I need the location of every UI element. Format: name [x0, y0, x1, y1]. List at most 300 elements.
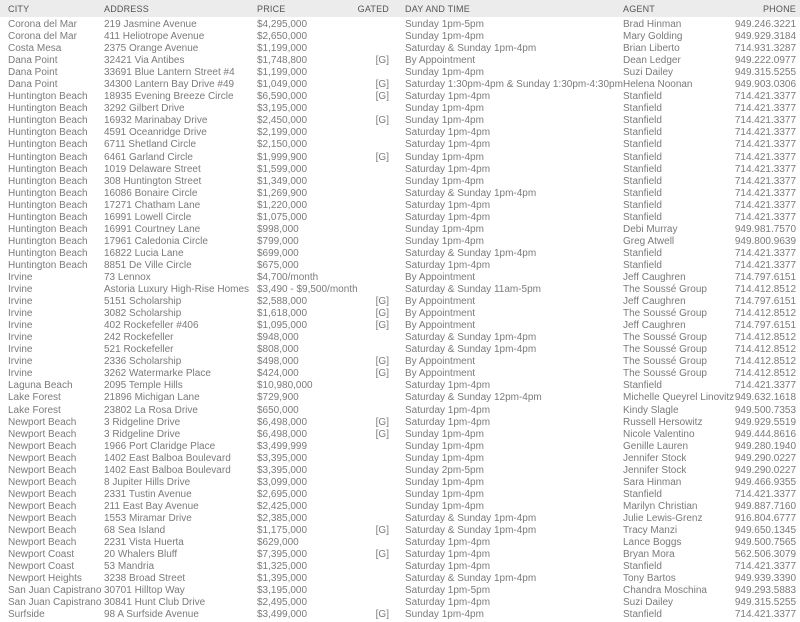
cell-city: Huntington Beach	[8, 247, 88, 259]
cell-city: San Juan Capistrano	[8, 597, 102, 609]
table-row	[0, 597, 800, 609]
table-row	[0, 260, 800, 272]
cell-city: Newport Beach	[8, 537, 77, 549]
cell-phone: 949.293.5883	[734, 585, 796, 597]
cell-day-and-time: Sunday 1pm-4pm	[405, 103, 484, 115]
cell-address: 20 Whalers Bluff	[104, 549, 178, 561]
cell-agent: The Soussé Group	[623, 368, 707, 380]
cell-address: 1402 East Balboa Boulevard	[104, 452, 231, 464]
cell-agent: Kindy Slagle	[623, 404, 679, 416]
cell-phone: 949.246.3221	[734, 19, 796, 31]
cell-day-and-time: Saturday 1pm-4pm	[405, 549, 491, 561]
cell-price: $1,325,000	[257, 561, 308, 573]
cell-phone: 714.421.3377	[734, 151, 796, 163]
cell-city: Newport Beach	[8, 464, 77, 476]
cell-phone: 714.412.8512	[734, 368, 796, 380]
cell-day-and-time: Saturday & Sunday 1pm-4pm	[405, 43, 537, 55]
table-row	[0, 296, 800, 308]
cell-city: Irvine	[8, 308, 33, 320]
cell-day-and-time: Sunday 1pm-4pm	[405, 235, 484, 247]
cell-day-and-time: Saturday 1pm-4pm	[405, 163, 491, 175]
cell-day-and-time: Saturday 1pm-4pm	[405, 139, 491, 151]
cell-day-and-time: Saturday 1pm-4pm	[405, 416, 491, 428]
table-row	[0, 537, 800, 549]
cell-agent: Stanfield	[623, 187, 662, 199]
cell-day-and-time: Sunday 1pm-4pm	[405, 175, 484, 187]
cell-price: $3,499,000	[257, 609, 308, 621]
cell-phone: 714.421.3377	[734, 163, 796, 175]
cell-phone: 714.412.8512	[734, 356, 796, 368]
cell-phone: 714.412.8512	[734, 284, 796, 296]
column-header-price: PRICE	[257, 3, 286, 14]
table-row	[0, 609, 800, 621]
column-header-phone: PHONE	[762, 3, 796, 14]
cell-agent: Julie Lewis-Grenz	[623, 512, 703, 524]
cell-day-and-time: Saturday & Sunday 1pm-4pm	[405, 247, 537, 259]
cell-price: $2,695,000	[257, 488, 308, 500]
column-header-agent: AGENT	[623, 3, 656, 14]
table-row	[0, 224, 800, 236]
cell-day-and-time: Saturday 1pm-4pm	[405, 199, 491, 211]
cell-phone: 714.421.3377	[734, 91, 796, 103]
cell-agent: Mary Golding	[623, 31, 683, 43]
cell-city: Irvine	[8, 284, 33, 296]
cell-price: $7,395,000	[257, 549, 308, 561]
cell-price: $948,000	[257, 332, 299, 344]
cell-agent: Brian Liberto	[623, 43, 680, 55]
cell-day-and-time: Saturday 1pm-4pm	[405, 380, 491, 392]
cell-day-and-time: Saturday & Sunday 11am-5pm	[405, 284, 542, 296]
cell-agent: Stanfield	[623, 380, 662, 392]
table-row	[0, 127, 800, 139]
cell-city: Huntington Beach	[8, 139, 88, 151]
cell-agent: Stanfield	[623, 609, 662, 621]
cell-gated-flag: [G]	[375, 356, 389, 368]
cell-agent: Stanfield	[623, 103, 662, 115]
cell-address: 68 Sea Island	[104, 524, 166, 536]
cell-agent: Stanfield	[623, 151, 662, 163]
cell-agent: The Soussé Group	[623, 332, 707, 344]
cell-day-and-time: By Appointment	[405, 356, 476, 368]
cell-address: 2375 Orange Avenue	[104, 43, 199, 55]
cell-address: 242 Rockefeller	[104, 332, 174, 344]
cell-agent: Stanfield	[623, 127, 662, 139]
cell-phone: 949.280.1940	[734, 440, 796, 452]
cell-agent: Helena Noonan	[623, 79, 693, 91]
table-row	[0, 573, 800, 585]
table-row	[0, 513, 800, 525]
cell-city: Irvine	[8, 296, 33, 308]
table-body	[0, 17, 800, 621]
cell-gated-flag: [G]	[375, 296, 389, 308]
cell-address: 5151 Scholarship	[104, 296, 182, 308]
cell-address: 1019 Delaware Street	[104, 163, 201, 175]
cell-address: 34300 Lantern Bay Drive #49	[104, 79, 235, 91]
cell-address: 17271 Chatham Lane	[104, 199, 201, 211]
cell-day-and-time: Sunday 1pm-4pm	[405, 67, 484, 79]
cell-address: 16991 Lowell Circle	[104, 211, 192, 223]
cell-price: $998,000	[257, 223, 299, 235]
table-row	[0, 561, 800, 573]
cell-phone: 949.929.5519	[734, 416, 796, 428]
cell-price: $3,195,000	[257, 103, 308, 115]
cell-price: $1,175,000	[257, 524, 308, 536]
table-row	[0, 380, 800, 392]
cell-gated-flag: [G]	[375, 79, 389, 91]
cell-city: Laguna Beach	[8, 380, 73, 392]
column-header-gated: GATED	[357, 3, 389, 14]
cell-address: 1966 Port Claridge Place	[104, 440, 216, 452]
cell-city: Newport Beach	[8, 488, 77, 500]
cell-day-and-time: Sunday 1pm-4pm	[405, 500, 484, 512]
cell-price: $1,349,000	[257, 175, 308, 187]
table-row	[0, 477, 800, 489]
cell-address: 8 Jupiter Hills Drive	[104, 476, 191, 488]
cell-price: $2,650,000	[257, 31, 308, 43]
table-row	[0, 212, 800, 224]
cell-city: Irvine	[8, 320, 33, 332]
cell-address: 308 Huntington Street	[104, 175, 202, 187]
cell-phone: 714.421.3377	[734, 247, 796, 259]
cell-phone: 949.315.5255	[734, 597, 796, 609]
cell-city: Corona del Mar	[8, 19, 77, 31]
cell-address: 3082 Scholarship	[104, 308, 182, 320]
cell-city: Lake Forest	[8, 404, 61, 416]
cell-day-and-time: Sunday 1pm-4pm	[405, 440, 484, 452]
cell-day-and-time: Sunday 1pm-4pm	[405, 115, 484, 127]
cell-price: $2,425,000	[257, 500, 308, 512]
table-row	[0, 103, 800, 115]
cell-day-and-time: Saturday 1pm-4pm	[405, 597, 491, 609]
cell-phone: 714.412.8512	[734, 344, 796, 356]
cell-phone: 714.421.3377	[734, 199, 796, 211]
cell-gated-flag: [G]	[375, 91, 389, 103]
cell-city: Huntington Beach	[8, 199, 88, 211]
cell-city: Huntington Beach	[8, 115, 88, 127]
cell-day-and-time: Saturday 1pm-4pm	[405, 404, 491, 416]
cell-agent: Genille Lauren	[623, 440, 689, 452]
cell-agent: Jeff Caughren	[623, 296, 686, 308]
cell-address: 2336 Scholarship	[104, 356, 182, 368]
cell-price: $2,450,000	[257, 115, 308, 127]
cell-address: 21896 Michigan Lane	[104, 392, 200, 404]
cell-agent: Stanfield	[623, 139, 662, 151]
cell-address: 3262 Watermarke Place	[104, 368, 211, 380]
cell-phone: 714.421.3377	[734, 115, 796, 127]
cell-price: $6,498,000	[257, 428, 308, 440]
cell-price: $2,588,000	[257, 296, 308, 308]
cell-city: Huntington Beach	[8, 223, 88, 235]
cell-price: $650,000	[257, 404, 299, 416]
table-row	[0, 441, 800, 453]
cell-price: $808,000	[257, 344, 299, 356]
cell-city: Surfside	[8, 609, 45, 621]
table-row	[0, 79, 800, 91]
cell-agent: Jeff Caughren	[623, 272, 686, 283]
cell-price: $6,590,000	[257, 91, 308, 103]
cell-address: 98 A Surfside Avenue	[104, 609, 199, 621]
table-row	[0, 236, 800, 248]
cell-price: $3,195,000	[257, 585, 308, 597]
cell-day-and-time: Sunday 1pm-4pm	[405, 428, 484, 440]
cell-city: Newport Coast	[8, 549, 75, 561]
cell-day-and-time: By Appointment	[405, 55, 476, 67]
cell-city: Huntington Beach	[8, 211, 88, 223]
cell-city: Newport Heights	[8, 573, 82, 585]
cell-phone: 949.800.9639	[734, 235, 796, 247]
cell-phone: 714.797.6151	[734, 272, 796, 283]
cell-address: 6461 Garland Circle	[104, 151, 193, 163]
cell-agent: The Soussé Group	[623, 284, 707, 296]
cell-phone: 949.650.1345	[734, 524, 796, 536]
cell-price: $1,095,000	[257, 320, 308, 332]
cell-day-and-time: By Appointment	[405, 296, 476, 308]
cell-address: 219 Jasmine Avenue	[104, 19, 197, 31]
cell-agent: Stanfield	[623, 247, 662, 259]
cell-day-and-time: Sunday 1pm-4pm	[405, 609, 484, 621]
cell-address: 30701 Hilltop Way	[104, 585, 185, 597]
cell-agent: Stanfield	[623, 199, 662, 211]
cell-price: $3,395,000	[257, 452, 308, 464]
cell-agent: Tracy Manzi	[623, 524, 678, 536]
cell-agent: The Soussé Group	[623, 344, 707, 356]
cell-day-and-time: By Appointment	[405, 368, 476, 380]
table-row	[0, 453, 800, 465]
cell-address: 211 East Bay Avenue	[104, 500, 199, 512]
cell-price: $1,075,000	[257, 211, 308, 223]
cell-price: $1,748,800	[257, 55, 308, 67]
cell-agent: Stanfield	[623, 561, 662, 573]
table-row	[0, 164, 800, 176]
cell-price: $4,295,000	[257, 19, 308, 31]
cell-address: 53 Mandria	[104, 561, 155, 573]
cell-price: $729,900	[257, 392, 299, 404]
cell-address: 3238 Broad Street	[104, 573, 186, 585]
cell-city: Newport Beach	[8, 512, 77, 524]
cell-address: 411 Heliotrope Avenue	[104, 31, 205, 43]
cell-day-and-time: Saturday 1pm-4pm	[405, 259, 491, 271]
table-row	[0, 585, 800, 597]
cell-phone: 949.466.9355	[734, 476, 796, 488]
cell-price: $1,199,000	[257, 43, 308, 55]
cell-price: $3,490 - $9,500/month	[257, 284, 358, 296]
cell-address: 73 Lennox	[104, 272, 151, 283]
table-row	[0, 248, 800, 260]
cell-phone: 714.421.3377	[734, 211, 796, 223]
cell-agent: Stanfield	[623, 175, 662, 187]
table-row	[0, 176, 800, 188]
cell-city: Dana Point	[8, 67, 58, 79]
cell-price: $675,000	[257, 259, 299, 271]
cell-price: $424,000	[257, 368, 299, 380]
cell-address: 16991 Courtney Lane	[104, 223, 201, 235]
cell-city: Huntington Beach	[8, 163, 88, 175]
cell-address: 3 Ridgeline Drive	[104, 428, 181, 440]
cell-day-and-time: Sunday 1pm-4pm	[405, 31, 484, 43]
cell-gated-flag: [G]	[375, 416, 389, 428]
cell-phone: 714.421.3377	[734, 187, 796, 199]
cell-price: $629,000	[257, 537, 299, 549]
cell-gated-flag: [G]	[375, 609, 389, 621]
cell-phone: 714.421.3377	[734, 139, 796, 151]
cell-city: Lake Forest	[8, 392, 61, 404]
table-row	[0, 67, 800, 79]
cell-phone: 714.421.3377	[734, 175, 796, 187]
cell-address: Astoria Luxury High-Rise Homes	[104, 284, 250, 296]
cell-address: 1553 Miramar Drive	[104, 512, 192, 524]
cell-city: Irvine	[8, 272, 33, 283]
cell-phone: 949.222.0977	[734, 55, 796, 67]
cell-address: 32421 Via Antibes	[104, 55, 185, 67]
cell-address: 16932 Marinabay Drive	[104, 115, 208, 127]
cell-phone: 916.804.6777	[734, 512, 796, 524]
cell-phone: 949.632.1618	[734, 392, 796, 404]
cell-phone: 949.315.5255	[734, 67, 796, 79]
cell-price: $1,618,000	[257, 308, 308, 320]
cell-day-and-time: Saturday 1:30pm-4pm & Sunday 1:30pm-4:30pm	[405, 79, 623, 91]
cell-city: San Juan Capistrano	[8, 585, 102, 597]
cell-city: Newport Coast	[8, 561, 75, 573]
cell-address: 30841 Hunt Club Drive	[104, 597, 206, 609]
cell-city: Huntington Beach	[8, 91, 88, 103]
cell-agent: Tony Bartos	[623, 573, 676, 585]
cell-day-and-time: Saturday & Sunday 12pm-4pm	[405, 392, 542, 404]
cell-address: 18935 Evening Breeze Circle	[104, 91, 234, 103]
cell-day-and-time: By Appointment	[405, 320, 476, 332]
cell-address: 1402 East Balboa Boulevard	[104, 464, 231, 476]
cell-phone: 714.421.3377	[734, 488, 796, 500]
cell-agent: Michelle Queyrel Linovitz	[623, 392, 735, 404]
column-header-day-and-time: DAY AND TIME	[405, 3, 470, 14]
cell-agent: The Soussé Group	[623, 308, 707, 320]
cell-day-and-time: Sunday 1pm-4pm	[405, 452, 484, 464]
cell-agent: Sara Hinman	[623, 476, 682, 488]
table-row	[0, 200, 800, 212]
cell-agent: Stanfield	[623, 211, 662, 223]
cell-phone: 714.412.8512	[734, 332, 796, 344]
table-row	[0, 429, 800, 441]
cell-gated-flag: [G]	[375, 320, 389, 332]
cell-phone: 714.421.3377	[734, 259, 796, 271]
cell-agent: Debi Murray	[623, 223, 678, 235]
cell-gated-flag: [G]	[375, 524, 389, 536]
cell-agent: Bryan Mora	[623, 549, 675, 561]
column-header-address: ADDRESS	[104, 3, 149, 14]
cell-agent: Brad Hinman	[623, 19, 682, 31]
cell-address: 402 Rockefeller #406	[104, 320, 199, 332]
table-row	[0, 152, 800, 164]
cell-phone: 714.421.3377	[734, 380, 796, 392]
cell-day-and-time: Saturday & Sunday 1pm-4pm	[405, 573, 537, 585]
cell-day-and-time: Saturday 1pm-4pm	[405, 211, 491, 223]
cell-day-and-time: Saturday 1pm-4pm	[405, 537, 491, 549]
cell-day-and-time: Saturday & Sunday 1pm-4pm	[405, 344, 537, 356]
cell-day-and-time: Sunday 1pm-4pm	[405, 488, 484, 500]
cell-day-and-time: Saturday & Sunday 1pm-4pm	[405, 187, 537, 199]
cell-address: 2095 Temple Hills	[104, 380, 183, 392]
cell-city: Newport Beach	[8, 416, 77, 428]
cell-phone: 949.903.0306	[734, 79, 796, 91]
cell-address: 6711 Shetland Circle	[104, 139, 197, 151]
cell-day-and-time: By Appointment	[405, 308, 476, 320]
table-row	[0, 368, 800, 380]
cell-agent: Stanfield	[623, 115, 662, 127]
cell-agent: Nicole Valentino	[623, 428, 695, 440]
cell-gated-flag: [G]	[375, 549, 389, 561]
cell-agent: Stanfield	[623, 259, 662, 271]
cell-city: Huntington Beach	[8, 175, 88, 187]
table-row	[0, 43, 800, 55]
cell-city: Irvine	[8, 344, 33, 356]
table-row	[0, 272, 800, 284]
cell-address: 17961 Caledonia Circle	[104, 235, 208, 247]
cell-price: $699,000	[257, 247, 299, 259]
cell-agent: Marilyn Christian	[623, 500, 698, 512]
cell-city: Irvine	[8, 332, 33, 344]
cell-day-and-time: Saturday 1pm-4pm	[405, 91, 491, 103]
cell-phone: 949.981.7570	[734, 223, 796, 235]
cell-day-and-time: Saturday 1pm-4pm	[405, 127, 491, 139]
cell-day-and-time: Saturday & Sunday 1pm-4pm	[405, 512, 537, 524]
cell-price: $799,000	[257, 235, 299, 247]
cell-phone: 949.500.7565	[734, 537, 796, 549]
cell-gated-flag: [G]	[375, 368, 389, 380]
table-row	[0, 392, 800, 404]
cell-day-and-time: Saturday 1pm-4pm	[405, 561, 491, 573]
cell-phone: 949.929.3184	[734, 31, 796, 43]
cell-city: Huntington Beach	[8, 187, 88, 199]
cell-city: Newport Beach	[8, 500, 77, 512]
column-header-city: CITY	[8, 3, 30, 14]
cell-price: $2,495,000	[257, 597, 308, 609]
cell-gated-flag: [G]	[375, 55, 389, 67]
cell-city: Newport Beach	[8, 428, 77, 440]
cell-phone: 714.797.6151	[734, 320, 796, 332]
cell-city: Dana Point	[8, 55, 58, 67]
cell-agent: Lance Boggs	[623, 537, 682, 549]
cell-day-and-time: Sunday 1pm-4pm	[405, 476, 484, 488]
cell-day-and-time: Sunday 1pm-4pm	[405, 151, 484, 163]
cell-price: $10,980,000	[257, 380, 313, 392]
table-row	[0, 31, 800, 43]
cell-price: $1,599,000	[257, 163, 308, 175]
cell-city: Huntington Beach	[8, 235, 88, 247]
cell-address: 16822 Lucia Lane	[104, 247, 184, 259]
table-row	[0, 465, 800, 477]
cell-gated-flag: [G]	[375, 115, 389, 127]
cell-price: $1,999,900	[257, 151, 308, 163]
cell-city: Dana Point	[8, 79, 58, 91]
table-row	[0, 55, 800, 67]
table-row	[0, 332, 800, 344]
cell-city: Costa Mesa	[8, 43, 62, 55]
table-row	[0, 91, 800, 103]
cell-city: Huntington Beach	[8, 151, 88, 163]
cell-day-and-time: Saturday & Sunday 1pm-4pm	[405, 524, 537, 536]
table-row	[0, 489, 800, 501]
table-row	[0, 549, 800, 561]
table-header-row	[0, 0, 800, 17]
cell-price: $2,385,000	[257, 512, 308, 524]
table-row	[0, 405, 800, 417]
table-row	[0, 284, 800, 296]
cell-phone: 714.421.3377	[734, 561, 796, 573]
table-row	[0, 525, 800, 537]
cell-price: $3,395,000	[257, 464, 308, 476]
cell-price: $4,700/month	[257, 272, 319, 283]
cell-phone: 949.444.8616	[734, 428, 796, 440]
cell-agent: Suzi Dailey	[623, 597, 674, 609]
